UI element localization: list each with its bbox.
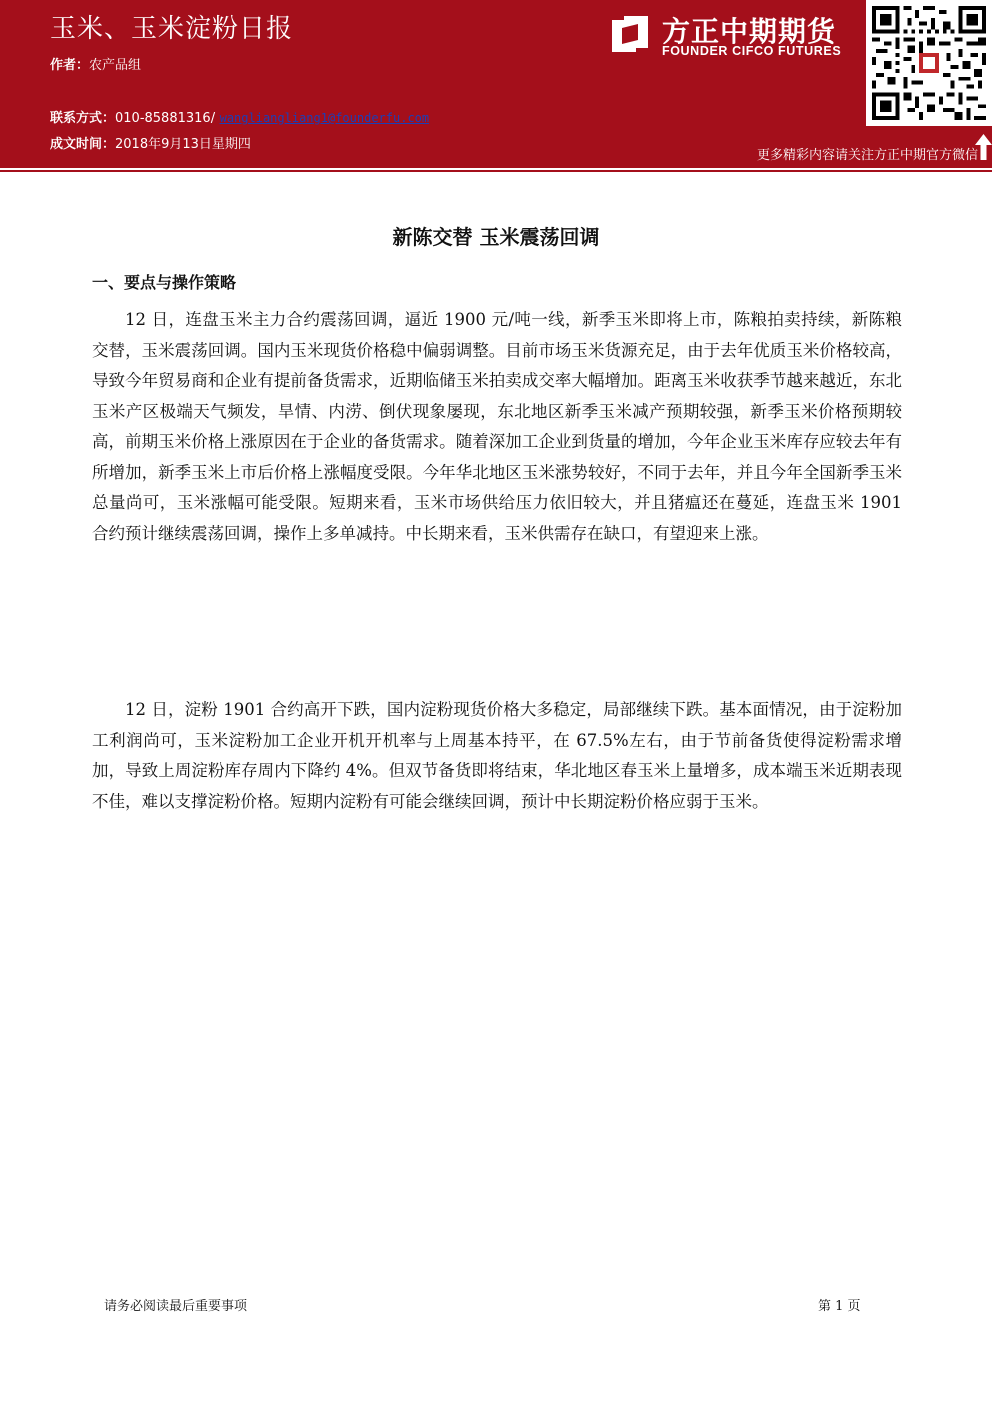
up-arrow-icon bbox=[975, 134, 992, 160]
logo-name-en: FOUNDER CIFCO FUTURES bbox=[662, 44, 842, 58]
date-value: 2018年9月13日星期四 bbox=[115, 137, 251, 152]
footer-notice: 请务必阅读最后重要事项 bbox=[104, 1299, 248, 1314]
qr-code-icon bbox=[872, 6, 986, 120]
header-divider bbox=[0, 170, 992, 172]
logo-name-cn: 方正中期期货 bbox=[662, 15, 837, 48]
report-title: 玉米、玉米淀粉日报 bbox=[50, 14, 294, 44]
contact-label: 联系方式： bbox=[50, 111, 116, 126]
document-title: 新陈交替 玉米震荡回调 bbox=[392, 225, 600, 249]
section-title: 一、要点与操作策略 bbox=[92, 273, 237, 292]
author-label: 作者： bbox=[50, 58, 90, 73]
founder-logo-icon bbox=[608, 12, 652, 56]
page-number: 第 1 页 bbox=[818, 1299, 861, 1314]
qr-code bbox=[866, 0, 992, 126]
paragraph-starch: 12 日，淀粉 1901 合约高开下跌，国内淀粉现货价格大多稳定，局部继续下跌。基本面情况，由于淀粉加工利润尚可，玉米淀粉加工企业开机开机率与上周基本持平，在 67.5%左右，由于节前备货使得淀粉需求增加，导致上周淀粉库存周内下降约 4%。但双节备货即将结束，华北地区春玉米上量增多，成本端玉米近期表现不佳，难以支撑淀粉价格。短期内淀粉有可能会继续回调，预计中长期淀粉价格应弱于玉米。 bbox=[92, 700, 902, 811]
date-line bbox=[50, 133, 251, 152]
contact-phone: 010-85881316/ bbox=[115, 111, 216, 126]
author-line bbox=[50, 54, 141, 73]
follow-wechat-text: 更多精彩内容请关注方正中期官方微信 bbox=[756, 148, 978, 163]
paragraph-corn: 12 日，连盘玉米主力合约震荡回调，逼近 1900 元/吨一线，新季玉米即将上市，陈粮拍卖持续，新陈粮交替，玉米震荡回调。国内玉米现货价格稳中偏弱调整。目前市场玉米货源充足，由于去年优质玉米价格较高，导致今年贸易商和企业有提前备货需求，近期临储玉米拍卖成交率大幅增加。距离玉米收获季节越来越近，东北玉米产区极端天气频发，旱情、内涝、倒伏现象屡现，东北地区新季玉米减产预期较强，新季玉米价格预期较高，前期玉米价格上涨原因在于企业的备货需求。随着深加工企业到货量的增加，今年企业玉米库存应较去年有所增加，新季玉米上市后价格上涨幅度受限。今年华北地区玉米涨势较好，不同于去年，并且今年全国新季玉米总量尚可，玉米涨幅可能受限。短期来看，玉米市场供给压力依旧较大，并且猪瘟还在蔓延，连盘玉米 1901 合约预计继续震荡回调，操作上多单减持。中长期来看，玉米供需存在缺口，有望迎来上涨。 bbox=[92, 310, 902, 543]
author-value: 农产品组 bbox=[89, 58, 142, 73]
company-logo bbox=[608, 10, 863, 60]
date-label: 成文时间： bbox=[50, 137, 116, 152]
contact-line bbox=[50, 107, 429, 126]
contact-email-link[interactable]: wangliangliang1@founderfu.com bbox=[219, 111, 430, 125]
report-header bbox=[0, 0, 992, 168]
